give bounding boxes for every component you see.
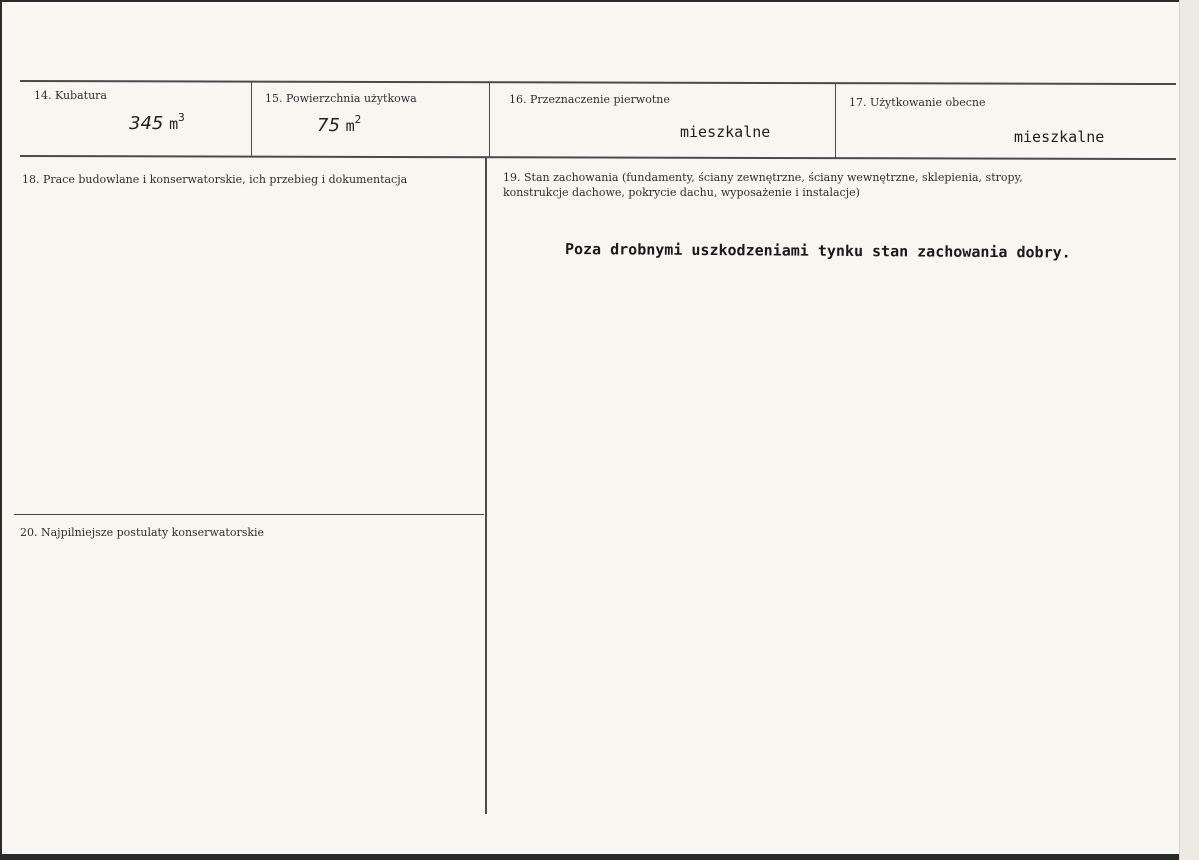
field-20-label: 20. Najpilniejsze postulaty konserwatorskie (20, 526, 265, 539)
field-17-label: 17. Użytkowanie obecne (849, 96, 986, 109)
field-19-label: 19. Stan zachowania (fundamenty, ściany zewnętrzne, ściany wewnętrzne, sklepienia, stropy, konstrukcje dachowe, pokrycie dachu, wyposażenie i instalacje) (503, 171, 1023, 199)
form-sheet (2, 2, 1197, 854)
divider-15-16 (489, 82, 490, 157)
field-14-value (129, 113, 185, 134)
divider-main-column (485, 158, 487, 814)
field-16-label: 16. Przeznaczenie pierwotne (509, 93, 670, 106)
field-14-unit: $m^3$ (169, 111, 185, 133)
field-14-number: 345 (129, 113, 164, 134)
top-row-bottom-rule (20, 155, 1176, 160)
field-15-label: 15. Powierzchnia użytkowa (265, 92, 417, 105)
field-19-value: Poza drobnymi uszkodzeniami tynku stan zachowania dobry. (564, 240, 1071, 262)
field-15-value (317, 115, 361, 136)
field-16-value: mieszkalne (680, 123, 771, 141)
field-14-label: 14. Kubatura (34, 89, 107, 102)
field-18-label: 18. Prace budowlane i konserwatorskie, ich przebieg i dokumentacja (22, 173, 408, 186)
top-row-rule (20, 80, 1176, 85)
divider-14-15 (251, 82, 252, 156)
page-edge-strip (1179, 0, 1199, 860)
field-17-value: mieszkalne (1014, 128, 1105, 146)
field-15-number: 75 (317, 115, 340, 136)
divider-16-17 (835, 84, 836, 158)
field-15-unit: $m^2$ (345, 113, 362, 135)
divider-18-20 (14, 514, 484, 515)
